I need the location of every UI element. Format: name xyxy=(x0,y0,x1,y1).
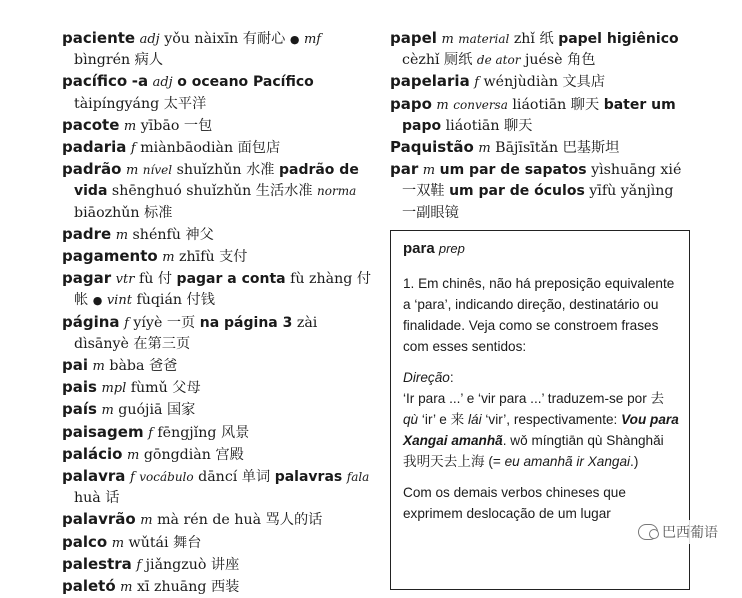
entry-text: m xyxy=(422,163,436,179)
entry-text: f xyxy=(136,557,142,573)
entry-text: m xyxy=(115,227,129,243)
entry-text: . wǒ míngtiān qù Shànghǎi 我明天去上海 (= xyxy=(403,433,664,469)
entry-text: dāncí 单词 xyxy=(193,469,275,486)
dictionary-entry xyxy=(390,28,690,71)
entry-text: . xyxy=(630,454,634,469)
dictionary-entry xyxy=(62,28,374,71)
entry-text: gōngdiàn 宫殿 xyxy=(139,446,244,463)
dictionary-entry xyxy=(62,159,374,224)
headword: paciente xyxy=(62,29,136,47)
headword: papelaria xyxy=(390,72,470,91)
headword: padre xyxy=(62,224,112,243)
dictionary-entry xyxy=(390,137,690,159)
entry-text: ‘ir’ e 来 xyxy=(418,412,468,427)
entry-text: fala xyxy=(346,470,370,485)
headword: padrão xyxy=(62,160,122,179)
headword: palácio xyxy=(62,444,123,463)
entry-text: m xyxy=(123,118,137,134)
dictionary-entry xyxy=(62,466,374,509)
entry-text: f xyxy=(129,470,135,486)
dictionary-entry xyxy=(62,312,374,355)
entry-text: vint xyxy=(106,293,132,309)
example-phrase: bater um papo xyxy=(402,96,676,134)
entry-text: m xyxy=(162,250,175,266)
headword: pais xyxy=(62,378,97,397)
entry-text: liáotiān 聊天 xyxy=(507,96,604,113)
entry-text: m xyxy=(101,403,114,419)
usage-note-paragraph-2 xyxy=(403,367,679,472)
dictionary-entry xyxy=(390,94,690,137)
entry-text: ‘Ir para ...’ e ‘vir para ...’ traduzem-se por 去 xyxy=(403,391,665,406)
example-phrase: padrão de vida xyxy=(74,162,359,200)
headword: -a xyxy=(131,72,149,91)
entry-text: adj xyxy=(152,75,173,91)
dictionary-entry xyxy=(390,159,690,224)
entry-text: Vou para Xangai amanhã xyxy=(403,412,679,448)
entry-text: fù zhàng 付帐 xyxy=(74,271,372,309)
dictionary-entry xyxy=(62,509,374,531)
dictionary-entry xyxy=(62,532,374,554)
entry-text: eu amanhã ir Xangai xyxy=(504,454,631,469)
entry-text: guójiā 国家 xyxy=(113,402,196,419)
entry-text: juésè 角色 xyxy=(520,52,596,69)
entry-text: wǔtái 舞台 xyxy=(124,534,202,551)
headword: pacífico xyxy=(62,72,128,91)
headword: país xyxy=(62,400,97,419)
entry-text: m xyxy=(441,32,454,47)
entry-text: zhǐ 纸 xyxy=(509,31,559,47)
example-phrase: na página 3 xyxy=(199,314,293,331)
headword: palavra xyxy=(62,467,126,486)
headword: papo xyxy=(390,94,432,113)
entry-text: f xyxy=(130,141,136,157)
entry-text: yíyè 一页 xyxy=(128,314,200,331)
headword: palestra xyxy=(62,554,132,573)
entry-text: shuǐzhǔn 水准 xyxy=(172,162,279,179)
dictionary-entry xyxy=(62,377,374,399)
dictionary-entry xyxy=(62,355,374,377)
entry-text: m xyxy=(92,359,105,375)
entry-text: m xyxy=(120,580,133,596)
entry-text: vtr xyxy=(115,272,135,288)
entry-text: adj xyxy=(139,32,160,47)
dictionary-entry xyxy=(62,246,374,268)
entry-text: fēngjǐng 风景 xyxy=(152,424,250,441)
entry-text: fùmǔ 父母 xyxy=(126,380,201,397)
entry-text: fùqián 付钱 xyxy=(131,292,215,309)
headword: pagamento xyxy=(62,247,158,266)
entry-text: tàipíngyáng 太平洋 xyxy=(74,95,207,112)
entry-text: Direção xyxy=(403,370,450,385)
entry-text: yīfù yǎnjìng 一副眼镜 xyxy=(402,183,674,221)
entry-text: ‘vir’, respectivamente: xyxy=(481,412,622,427)
entry-text: jiǎngzuò 讲座 xyxy=(141,556,240,573)
entry-text: fù 付 xyxy=(134,271,177,288)
headword: página xyxy=(62,312,120,331)
entry-text: material xyxy=(458,32,510,46)
wechat-icon xyxy=(638,524,658,540)
entry-text: norma xyxy=(317,184,357,199)
entry-text: ● xyxy=(92,294,103,308)
dictionary-entry xyxy=(62,576,374,598)
watermark xyxy=(634,520,722,544)
entry-text: bìngrén 病人 xyxy=(74,52,164,69)
example-phrase: um par de óculos xyxy=(449,183,585,200)
watermark-text: 巴西葡语 xyxy=(662,525,718,541)
headword: palavrão xyxy=(62,510,136,529)
entry-text: zhīfù 支付 xyxy=(174,249,248,266)
headword: palco xyxy=(62,532,108,551)
dictionary-entry xyxy=(62,224,374,246)
usage-note-pos: prep xyxy=(438,241,465,256)
entry-text: cèzhǐ 厕纸 xyxy=(402,52,477,69)
right-column xyxy=(390,28,690,224)
entry-text: conversa xyxy=(453,97,508,112)
headword: pai xyxy=(62,356,89,375)
dictionary-entry xyxy=(62,444,374,466)
entry-text: m xyxy=(478,141,491,157)
left-column xyxy=(62,28,374,598)
headword: pacote xyxy=(62,115,120,134)
entry-text: m xyxy=(140,513,153,529)
entry-text: biāozhǔn 标准 xyxy=(74,204,173,221)
entry-text: m xyxy=(111,535,125,551)
headword: par xyxy=(390,160,419,179)
entry-text: f xyxy=(148,425,153,441)
entry-text: qù xyxy=(403,412,419,427)
entry-text: yǒu nàixīn 有耐心 xyxy=(159,31,290,47)
entry-text: nível xyxy=(142,163,173,178)
entry-text: Bājīsītǎn 巴基斯坦 xyxy=(490,140,620,157)
entry-text: mà rén de huà 骂人的话 xyxy=(152,512,323,529)
dictionary-entry xyxy=(62,422,374,444)
entry-text: xī zhuāng 西装 xyxy=(132,579,240,596)
entry-text: m xyxy=(126,447,140,463)
entry-text: m xyxy=(125,163,139,179)
entry-text: ● xyxy=(289,33,300,46)
usage-note-title xyxy=(403,239,679,259)
headword: paletó xyxy=(62,577,116,596)
dictionary-entry xyxy=(62,137,374,159)
entry-text: yìshuāng xié 一双鞋 xyxy=(402,162,682,200)
dictionary-entry xyxy=(62,268,374,311)
example-phrase: pagar a conta xyxy=(176,271,286,288)
headword: papel xyxy=(390,29,437,47)
headword: pagar xyxy=(62,269,112,288)
dictionary-entry xyxy=(62,399,374,421)
entry-text: shénfù 神父 xyxy=(128,226,214,243)
usage-note-paragraph-3: Com os demais verbos chineses que exprimem deslocação de um lugar xyxy=(403,485,626,521)
entry-text: liáotiān 聊天 xyxy=(441,117,533,134)
entry-text: vocábulo xyxy=(139,470,194,485)
example-phrase: papel higiênico xyxy=(558,31,679,47)
example-phrase: palavras xyxy=(274,469,343,486)
usage-note-paragraph-1: 1. Em chinês, não há preposição equivalente a ‘para’, indicando direção, destinatário ou finalidade. Veja como se constroem frases com esses sentidos: xyxy=(403,276,675,354)
entry-text: huà 话 xyxy=(74,490,120,507)
dictionary-entry xyxy=(62,554,374,576)
entry-text: yībāo 一包 xyxy=(136,117,213,134)
entry-text: mpl xyxy=(101,381,127,397)
example-phrase: um par de sapatos xyxy=(439,162,587,179)
entry-text: de ator xyxy=(476,53,521,68)
example-phrase: o oceano Pacífico xyxy=(177,74,314,91)
entry-text: shēnghuó shuǐzhǔn 生活水准 xyxy=(107,183,318,200)
headword: padaria xyxy=(62,138,127,157)
entry-text: lái xyxy=(467,412,482,427)
usage-note-headword: para xyxy=(403,240,435,257)
entry-text: m xyxy=(436,97,449,113)
entry-text: zài dìsānyè 在第三页 xyxy=(74,314,318,352)
headword: Paquistão xyxy=(390,138,474,157)
dictionary-entry xyxy=(390,71,690,93)
entry-text: bàba 爸爸 xyxy=(104,358,178,375)
entry-text: ) xyxy=(633,454,639,469)
dictionary-entry xyxy=(62,115,374,137)
entry-text: wénjùdiàn 文具店 xyxy=(479,74,606,91)
entry-text: : xyxy=(449,370,454,385)
entry-text: miànbāodiàn 面包店 xyxy=(135,140,281,157)
dictionary-entry xyxy=(62,71,374,114)
entry-text: f xyxy=(474,75,480,91)
entry-text: f xyxy=(124,315,129,331)
headword: paisagem xyxy=(62,422,144,441)
entry-text: mf xyxy=(303,32,322,47)
